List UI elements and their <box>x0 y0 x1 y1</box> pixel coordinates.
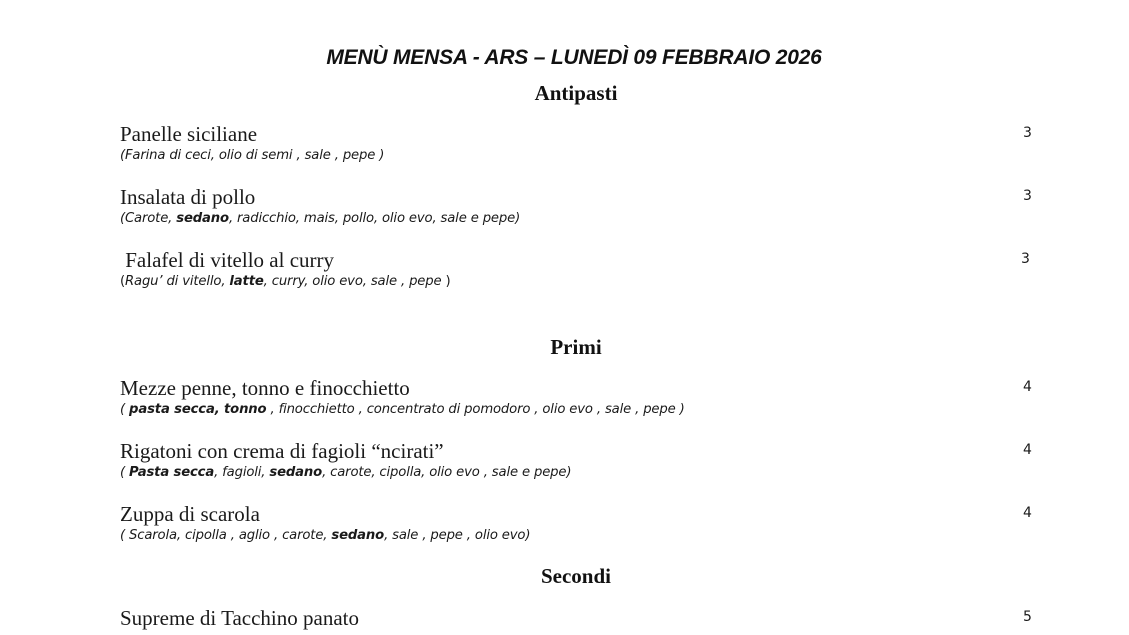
allergen-text: Pasta secca <box>129 465 215 480</box>
item-name: Panelle siciliane <box>120 122 258 146</box>
item-price: 3 <box>1023 188 1032 204</box>
allergen-text: sedano <box>331 528 385 543</box>
item-ingredients <box>120 400 1040 420</box>
ingredient-text: ( <box>120 274 125 289</box>
item-price: 4 <box>1023 379 1032 395</box>
item-ingredients <box>120 272 1040 292</box>
item-name: Mezze penne, tonno e finocchietto <box>120 376 410 400</box>
ingredient-text: , radicchio, mais, pollo, olio evo, sale e pepe) <box>228 211 521 226</box>
allergen-text: pasta secca, tonno <box>129 402 267 417</box>
ingredient-text: (Farina di ceci, olio di semi , sale , pepe ) <box>120 148 385 163</box>
menu-item <box>120 606 1040 630</box>
section-title-secondi: Secondi <box>540 564 611 588</box>
item-price: 4 <box>1023 505 1032 521</box>
ingredient-text: ( <box>120 465 130 480</box>
ingredient-text: Ragu’ di vitello, <box>125 274 230 289</box>
item-price: 4 <box>1023 442 1032 458</box>
ingredient-text: , sale , pepe , olio evo) <box>384 528 531 543</box>
allergen-text: sedano <box>269 465 323 480</box>
menu-title: MENÙ MENSA - ARS – LUNEDÌ 09 FEBBRAIO 2026 <box>326 46 822 69</box>
item-price: 5 <box>1023 609 1032 625</box>
item-ingredients <box>120 526 1040 546</box>
allergen-text: latte <box>229 274 264 289</box>
allergen-text: sedano <box>176 211 229 226</box>
menu-item <box>120 502 1040 546</box>
menu-item <box>120 122 1040 166</box>
menu-item <box>120 376 1040 420</box>
ingredient-text: , fagioli, <box>214 465 270 480</box>
item-ingredients <box>120 209 1040 229</box>
menu-item <box>120 185 1040 229</box>
section-title-antipasti: Antipasti <box>534 81 618 105</box>
ingredient-text: (Carote, <box>120 211 177 226</box>
ingredient-text: , curry, olio evo, sale , pepe <box>263 274 446 289</box>
ingredient-text: ) <box>445 274 451 289</box>
item-name: Supreme di Tacchino panato <box>120 606 359 630</box>
ingredient-text: ( <box>120 402 130 417</box>
item-price: 3 <box>1021 251 1030 267</box>
item-price: 3 <box>1023 125 1032 141</box>
ingredient-text: , carote, cipolla, olio evo , sale e pepe) <box>322 465 572 480</box>
item-name: Falafel di vitello al curry <box>120 248 335 272</box>
item-name: Zuppa di scarola <box>120 502 260 526</box>
menu-item <box>120 248 1040 292</box>
ingredient-text: ( Scarola, cipolla , aglio , carote, <box>120 528 332 543</box>
item-name: Rigatoni con crema di fagioli “ncirati” <box>120 439 444 463</box>
item-ingredients <box>120 463 1040 483</box>
menu-item <box>120 439 1040 483</box>
section-title-primi: Primi <box>550 335 602 359</box>
item-ingredients <box>120 146 1040 166</box>
ingredient-text: , finocchietto , concentrato di pomodoro , olio evo , sale , pepe ) <box>266 402 685 417</box>
item-name: Insalata di pollo <box>120 185 256 209</box>
